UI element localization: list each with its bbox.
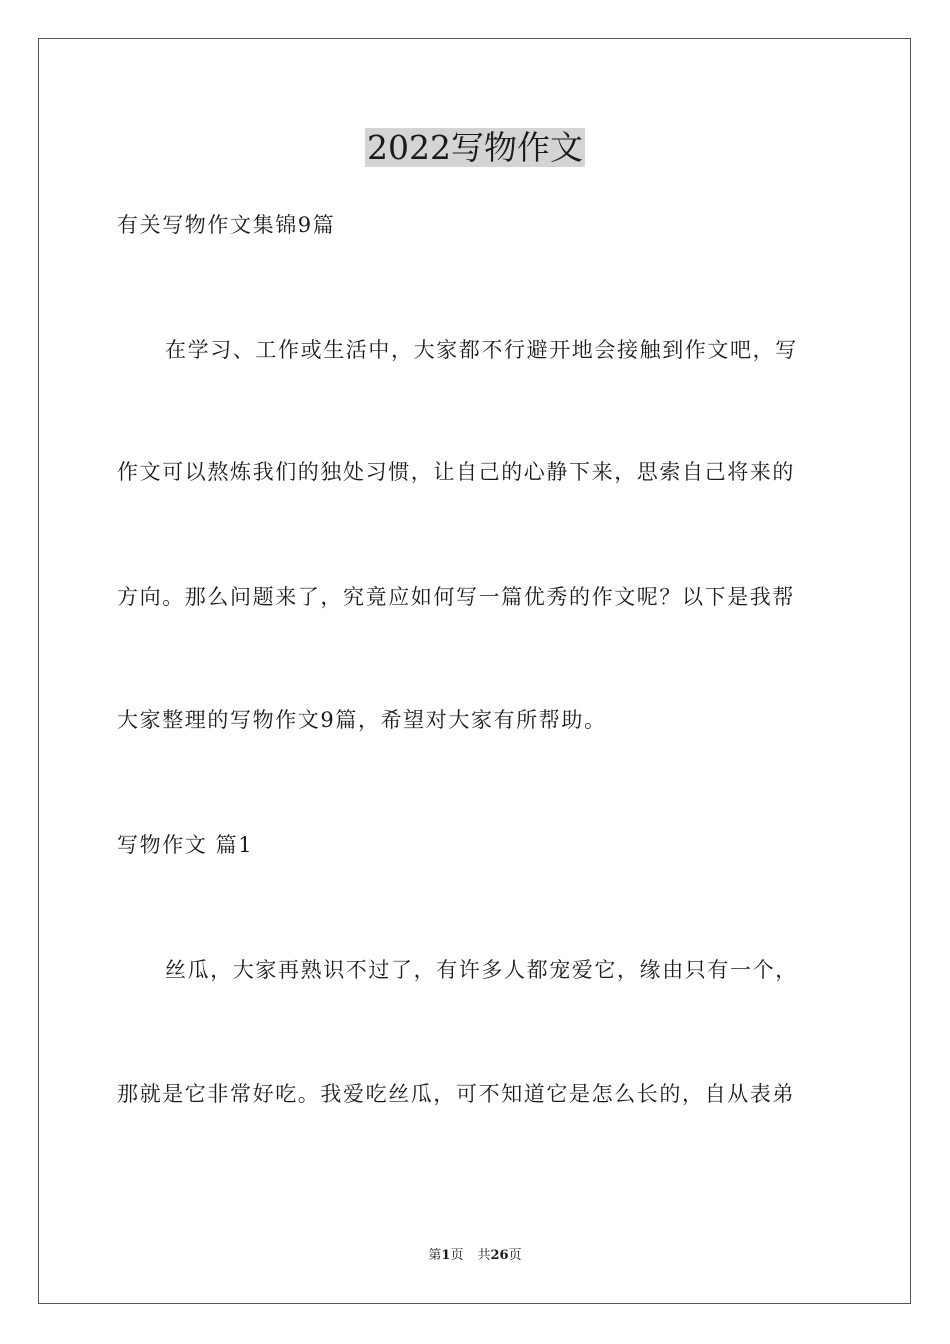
footer-total-pages: 26 <box>490 1248 509 1263</box>
footer-page-suffix: 页 <box>450 1248 464 1263</box>
footer-page-prefix: 第 <box>428 1248 442 1263</box>
footer-page-number: 1 <box>441 1248 451 1263</box>
section-heading: 写物作文 篇1 <box>117 833 254 857</box>
section-line-1: 丝瓜，大家再熟识不过了，有许多人都宠爱它，缘由只有一个， <box>165 958 798 982</box>
footer-total-prefix: 共 <box>477 1248 491 1263</box>
document-title-text: 2022写物作文 <box>367 128 583 167</box>
paragraph-line-4: 大家整理的写物作文9篇，希望对大家有所帮助。 <box>117 708 607 732</box>
paragraph-line-2: 作文可以熬炼我们的独处习惯，让自己的心静下来，思索自己将来的 <box>117 460 795 484</box>
paragraph-line-3: 方向。那么问题来了，究竟应如何写一篇优秀的作文呢？以下是我帮 <box>117 585 795 609</box>
document-subtitle: 有关写物作文集锦9篇 <box>117 213 336 237</box>
section-line-2: 那就是它非常好吃。我爱吃丝瓜，可不知道它是怎么长的，自从表弟 <box>117 1082 795 1106</box>
paragraph-line-1: 在学习、工作或生活中，大家都不行避开地会接触到作文吧，写 <box>165 338 798 362</box>
page-footer <box>0 1247 950 1265</box>
document-title <box>0 128 950 168</box>
footer-total-suffix: 页 <box>508 1248 522 1263</box>
